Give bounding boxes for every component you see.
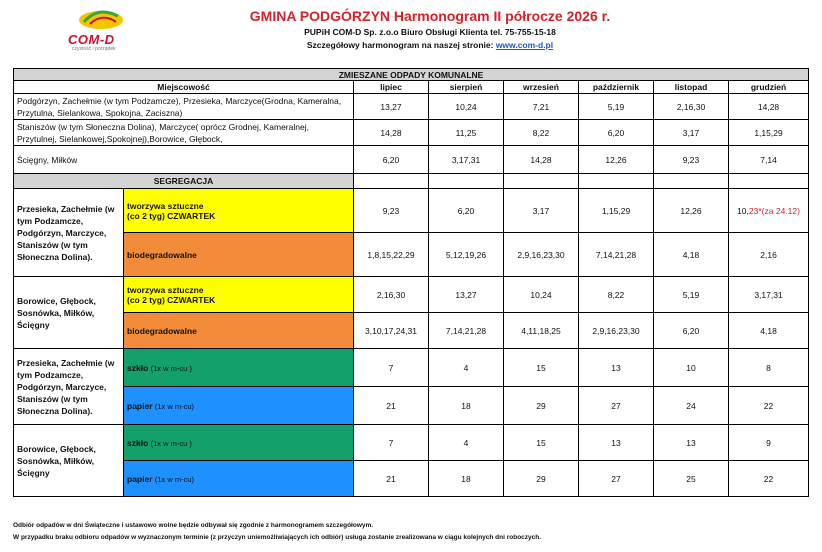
date-cell: 1,8,15,22,29 bbox=[354, 233, 429, 277]
waste-type-label: papier bbox=[127, 473, 153, 484]
date-cell: 7 bbox=[354, 349, 429, 387]
date-cell: 7,14 bbox=[729, 146, 809, 174]
date-cell: 1,15,29 bbox=[729, 120, 809, 146]
waste-type-label: szkło bbox=[127, 437, 149, 448]
footnote: W przypadku braku odbioru odpadów w wyznaczonym terminie (z przyczyn uniemożliwiających ich odbiór) usługa zostanie zrealizowana w ciągu kolejnych dni roboczych. bbox=[13, 534, 542, 541]
document-header bbox=[240, 6, 620, 52]
date-cell: 5,12,19,26 bbox=[429, 233, 504, 277]
col-header-month: wrzesień bbox=[504, 81, 579, 94]
date-note: 23*(za 24.12) bbox=[748, 205, 800, 216]
date-cell: 9 bbox=[729, 425, 809, 461]
date-cell: 21 bbox=[354, 387, 429, 425]
date-cell: 12,26 bbox=[654, 189, 729, 233]
table-row bbox=[14, 461, 809, 497]
company-logo bbox=[62, 6, 146, 50]
date-cell: 3,17 bbox=[654, 120, 729, 146]
date-cell: 4,11,18,25 bbox=[504, 313, 579, 349]
date-cell: 29 bbox=[504, 387, 579, 425]
table-row bbox=[14, 349, 809, 387]
waste-type-label: tworzywa sztuczne bbox=[127, 284, 204, 295]
table-row bbox=[14, 277, 809, 313]
place-cell: Ścięgny, Miłków bbox=[14, 146, 354, 174]
table-row bbox=[14, 120, 809, 146]
date-cell: 2,16,30 bbox=[654, 94, 729, 120]
date-cell: 2,9,16,23,30 bbox=[579, 313, 654, 349]
date-cell: 6,20 bbox=[579, 120, 654, 146]
date-cell: 13 bbox=[654, 425, 729, 461]
waste-type-frequency: (co 2 tyg) CZWARTEK bbox=[127, 210, 216, 221]
date-cell: 4 bbox=[429, 425, 504, 461]
date-cell: 10 bbox=[654, 349, 729, 387]
date-cell: 7,14,21,28 bbox=[579, 233, 654, 277]
table-row bbox=[14, 425, 809, 461]
date-cell: 7 bbox=[354, 425, 429, 461]
schedule-table bbox=[13, 68, 809, 497]
waste-type-glass bbox=[124, 425, 354, 461]
waste-type-frequency: (1x w m-cu ) bbox=[150, 363, 192, 373]
col-header-month: październik bbox=[579, 81, 654, 94]
date-value: 10, bbox=[737, 205, 749, 216]
waste-type-frequency: (co 2 tyg) CZWARTEK bbox=[127, 294, 216, 305]
date-cell: 18 bbox=[429, 387, 504, 425]
web-info bbox=[240, 39, 620, 52]
date-cell: 12,26 bbox=[579, 146, 654, 174]
date-cell: 6,20 bbox=[654, 313, 729, 349]
date-cell: 13,27 bbox=[429, 277, 504, 313]
date-cell: 2,9,16,23,30 bbox=[504, 233, 579, 277]
col-header-month: listopad bbox=[654, 81, 729, 94]
footnotes bbox=[13, 520, 808, 544]
footnote: Odbiór odpadów w dni Świąteczne i ustawowo wolne będzie odbywał się zgodnie z harmonogramem szczegółowym. bbox=[13, 522, 374, 529]
date-cell: 14,28 bbox=[354, 120, 429, 146]
date-cell: 18 bbox=[429, 461, 504, 497]
date-cell: 4,18 bbox=[654, 233, 729, 277]
date-cell: 8,22 bbox=[579, 277, 654, 313]
waste-type-plastic bbox=[124, 277, 354, 313]
date-cell: 9,23 bbox=[354, 189, 429, 233]
date-cell: 13 bbox=[579, 425, 654, 461]
date-cell: 8,22 bbox=[504, 120, 579, 146]
date-cell: 15 bbox=[504, 349, 579, 387]
date-cell: 3,10,17,24,31 bbox=[354, 313, 429, 349]
date-cell: 4 bbox=[429, 349, 504, 387]
date-cell: 14,28 bbox=[504, 146, 579, 174]
date-cell: 14,28 bbox=[729, 94, 809, 120]
date-cell: 11,25 bbox=[429, 120, 504, 146]
table-row bbox=[14, 189, 809, 233]
place-cell: Staniszów (w tym Słoneczna Dolina), Marczyce( oprócz Grodnej, Kameralnej, Przytulnej, Sielankowej,Spokojnej),Borowice, Głębock, bbox=[14, 120, 354, 146]
date-cell: 24 bbox=[654, 387, 729, 425]
date-cell: 2,16 bbox=[729, 233, 809, 277]
table-row bbox=[14, 233, 809, 277]
waste-type-paper bbox=[124, 461, 354, 497]
date-cell: 2,16,30 bbox=[354, 277, 429, 313]
waste-type-label: szkło bbox=[127, 362, 149, 373]
logo-brand: COM-D bbox=[68, 32, 115, 47]
mixed-waste-banner: ZMIESZANE ODPADY KOMUNALNE bbox=[14, 69, 809, 81]
date-cell: 29 bbox=[504, 461, 579, 497]
web-prefix: Szczegółowy harmonogram na naszej stronie: bbox=[306, 40, 496, 50]
table-row bbox=[14, 387, 809, 425]
waste-type-label: papier bbox=[127, 400, 153, 411]
date-cell: 9,23 bbox=[654, 146, 729, 174]
waste-type-frequency: (1x w m-cu) bbox=[154, 401, 195, 411]
col-header-month: grudzień bbox=[729, 81, 809, 94]
date-cell: 27 bbox=[579, 387, 654, 425]
date-cell: 3,17 bbox=[504, 189, 579, 233]
col-header-month: lipiec bbox=[354, 81, 429, 94]
date-cell: 22 bbox=[729, 387, 809, 425]
website-link[interactable]: www.com-d.pl bbox=[495, 40, 554, 50]
place-cell: Borowice, Głębock, Sosnówka, Miłków, Ścięgny bbox=[14, 277, 124, 349]
date-cell: 6,20 bbox=[429, 189, 504, 233]
date-cell: 13,27 bbox=[354, 94, 429, 120]
date-cell: 15 bbox=[504, 425, 579, 461]
date-cell: 6,20 bbox=[354, 146, 429, 174]
date-cell: 8 bbox=[729, 349, 809, 387]
waste-type-frequency: (1x w m-cu) bbox=[154, 474, 195, 484]
place-cell: Przesieka, Zachełmie (w tym Podzamcze, Podgórzyn, Marczyce, Staniszów (w tym Słoneczna Dolina). bbox=[14, 349, 124, 425]
place-cell: Przesieka, Zachełmie (w tym Podzamcze, Podgórzyn, Marczyce, Staniszów (w tym Słoneczna Dolina). bbox=[14, 189, 124, 277]
col-header-month: sierpień bbox=[429, 81, 504, 94]
date-cell: 13 bbox=[579, 349, 654, 387]
date-cell: 5,19 bbox=[654, 277, 729, 313]
date-cell: 22 bbox=[729, 461, 809, 497]
waste-type-bio: biodegradowalne bbox=[124, 233, 354, 277]
table-row bbox=[14, 146, 809, 174]
date-cell: 7,21 bbox=[504, 94, 579, 120]
company-contact: PUPiH COM-D Sp. z.o.o Biuro Obsługi Klienta tel. 75-755-15-18 bbox=[304, 27, 556, 37]
waste-type-paper bbox=[124, 387, 354, 425]
waste-type-glass bbox=[124, 349, 354, 387]
col-header-place: Miejscowość bbox=[14, 81, 354, 94]
date-cell-special bbox=[729, 189, 809, 233]
waste-type-frequency: (1x w m-cu ) bbox=[150, 438, 192, 448]
table-row bbox=[14, 313, 809, 349]
segregation-banner: SEGREGACJA bbox=[14, 174, 354, 189]
place-cell: Podgórzyn, Zachełmie (w tym Podzamcze), Przesieka, Marczyce(Grodna, Kameralna, Przytulna, Sielankowa, Spokojna, Zaciszna) bbox=[14, 94, 354, 120]
date-cell: 21 bbox=[354, 461, 429, 497]
date-cell: 10,24 bbox=[429, 94, 504, 120]
waste-type-label: tworzywa sztuczne bbox=[127, 200, 204, 211]
date-cell: 5,19 bbox=[579, 94, 654, 120]
date-cell: 1,15,29 bbox=[579, 189, 654, 233]
date-cell: 25 bbox=[654, 461, 729, 497]
page-title: GMINA PODGÓRZYN Harmonogram II półrocze 2026 r. bbox=[249, 8, 611, 24]
date-cell: 3,17,31 bbox=[729, 277, 809, 313]
date-cell: 7,14,21,28 bbox=[429, 313, 504, 349]
date-cell: 3,17,31 bbox=[429, 146, 504, 174]
waste-type-plastic bbox=[124, 189, 354, 233]
date-cell: 10,24 bbox=[504, 277, 579, 313]
waste-type-bio: biodegradowalne bbox=[124, 313, 354, 349]
logo-tagline: czystość i porządek bbox=[72, 46, 116, 52]
place-cell: Borowice, Głębock, Sosnówka, Miłków, Ścięgny bbox=[14, 425, 124, 497]
date-cell: 27 bbox=[579, 461, 654, 497]
leaf-logo-icon bbox=[76, 6, 126, 32]
date-cell: 4,18 bbox=[729, 313, 809, 349]
table-row bbox=[14, 94, 809, 120]
